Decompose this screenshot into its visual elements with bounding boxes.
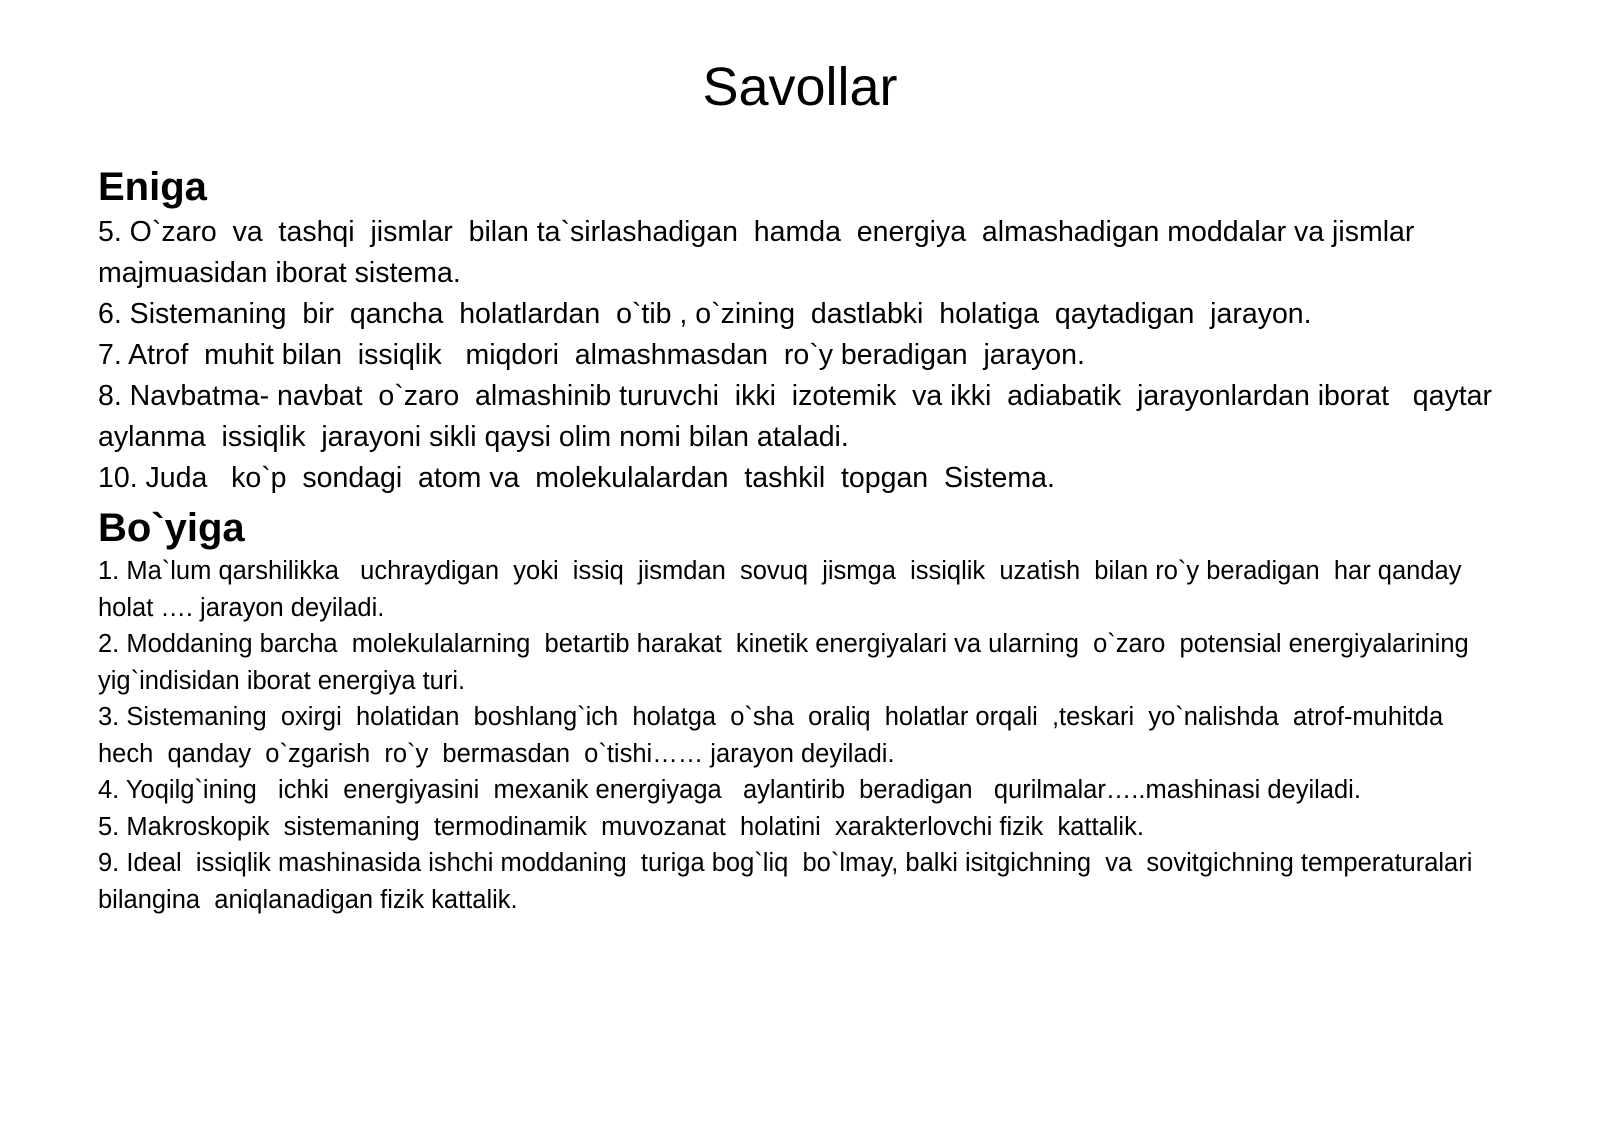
down-question: 3. Sistemaning oxirgi holatidan boshlang`ich holatga o`sha oraliq holatlar orqali ,teskari yo`nalishda atrof-muhitda hech qanday o`zgarish ro`y bermasdan o`tishi…… jarayon deyiladi. bbox=[98, 703, 1458, 768]
section-across bbox=[98, 162, 1508, 499]
across-question-list bbox=[98, 212, 1508, 499]
down-question: 2. Moddaning barcha molekulalarning betartib harakat kinetik energiyalari va ularning o`zaro potensial energiyalarining yig`indisidan iborat energiya turi. bbox=[98, 630, 1483, 695]
across-question: 6. Sistemaning bir qancha holatlardan o`tib , o`zining dastlabki holatiga qaytadigan jarayon. bbox=[98, 298, 1312, 330]
down-question: 1. Ma`lum qarshilikka uchraydigan yoki issiq jismdan sovuq jismga issiqlik uzatish bilan ro`y beradigan har qanday holat …. jarayon deyiladi. bbox=[98, 557, 1476, 622]
questions-content bbox=[98, 162, 1508, 918]
section-down bbox=[98, 503, 1498, 918]
down-question: 5. Makroskopik sistemaning termodinamik muvozanat holatini xarakterlovchi fizik kattalik. bbox=[98, 812, 1144, 841]
section-heading-across: Eniga bbox=[98, 165, 207, 209]
across-question: 10. Juda ko`p sondagi atom va molekulalardan tashkil topgan Sistema. bbox=[98, 462, 1055, 494]
across-question: 8. Navbatma- navbat o`zaro almashinib turuvchi ikki izotemik va ikki adiabatik jarayonlardan iborat qaytar aylanma issiqlik jarayoni sikli qaysi olim nomi bilan ataladi. bbox=[98, 380, 1508, 453]
across-question: 5. O`zaro va tashqi jismlar bilan ta`sirlashadigan hamda energiya almashadigan moddalar va jismlar majmuasidan iborat sistema. bbox=[98, 216, 1431, 289]
down-question: 4. Yoqilg`ining ichki energiyasini mexanik energiyaga aylantirib beradigan qurilmalar…..mashinasi deyiladi. bbox=[98, 776, 1361, 804]
section-heading-down: Bo`yiga bbox=[98, 506, 245, 550]
down-question-list bbox=[98, 553, 1498, 918]
slide-title: Savollar bbox=[702, 57, 898, 117]
across-question: 7. Atrof muhit bilan issiqlik miqdori almashmasdan ro`y beradigan jarayon. bbox=[98, 339, 1085, 371]
down-question: 9. Ideal issiqlik mashinasida ishchi moddaning turiga bog`liq bo`lmay, balki isitgichning va sovitgichning temperaturalari bilangina aniqlanadigan fizik kattalik. bbox=[98, 849, 1487, 914]
